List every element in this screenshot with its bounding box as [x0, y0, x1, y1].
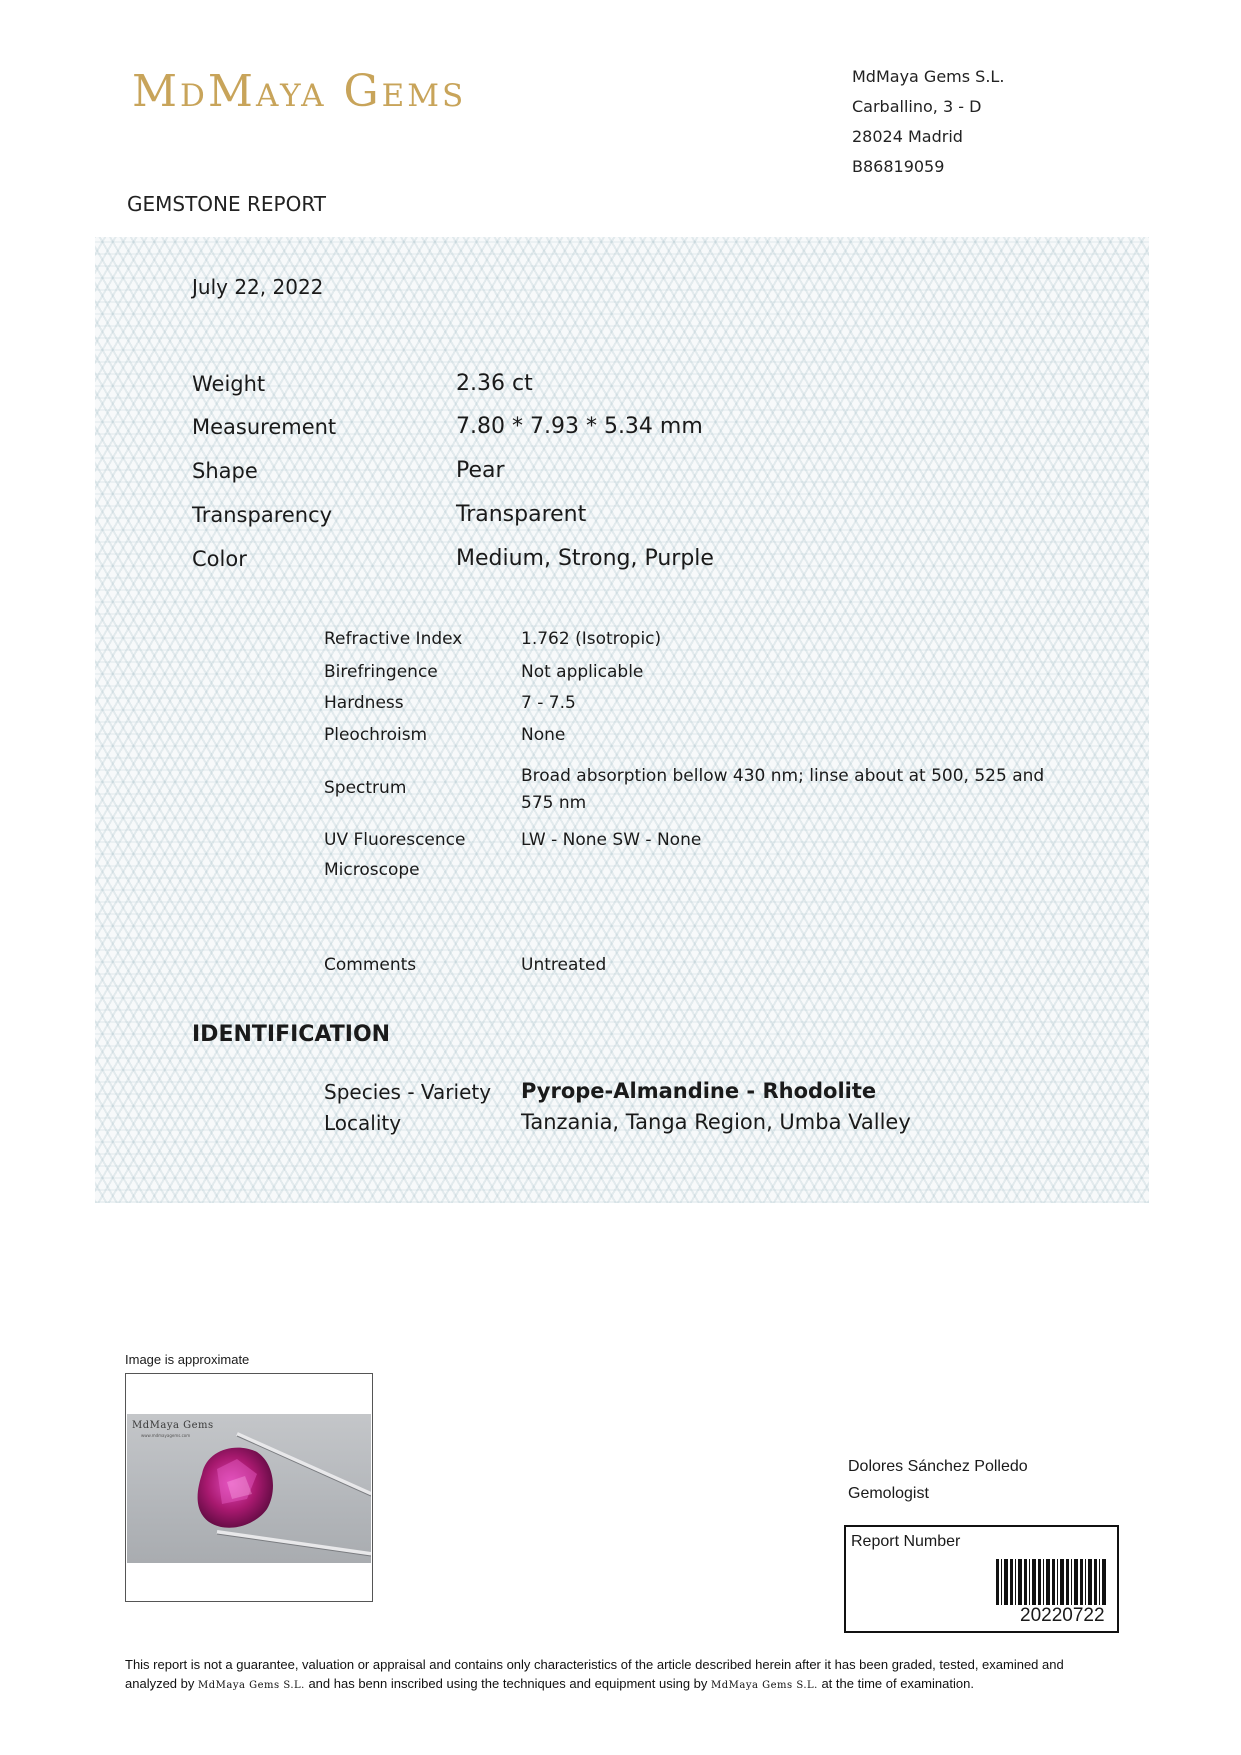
transparency-label: Transparency [192, 503, 333, 527]
report-title: GEMSTONE REPORT [127, 192, 326, 216]
gemologist-signature-block [848, 1453, 1028, 1507]
company-name: MdMaya Gems S.L. [852, 67, 1005, 86]
photo-watermark-logo: MdMaya Gems [132, 1420, 214, 1431]
measurement-value: 7.80 * 7.93 * 5.34 mm [456, 414, 703, 439]
image-approximate-note: Image is approximate [125, 1352, 250, 1367]
measurement-label: Measurement [192, 415, 337, 439]
report-number-value: 20220722 [1020, 1605, 1105, 1626]
report-barcode [996, 1559, 1108, 1605]
weight-value: 2.36 ct [456, 371, 533, 396]
color-label: Color [192, 547, 247, 571]
spectrum-label: Spectrum [324, 778, 407, 798]
hardness-label: Hardness [324, 693, 404, 713]
identification-heading: IDENTIFICATION [192, 1022, 391, 1047]
disclaimer-company-1: MdMaya Gems S.L. [198, 1680, 305, 1691]
company-city: 28024 Madrid [852, 127, 963, 146]
photo-watermark-url: www.mdmayagems.com [141, 1433, 191, 1438]
company-logo: MdMaya Gems [132, 66, 467, 117]
company-street: Carballino, 3 - D [852, 97, 982, 116]
report-date: July 22, 2022 [192, 275, 324, 299]
locality-label: Locality [324, 1111, 402, 1135]
gem-photo-frame [125, 1373, 373, 1602]
comments-value: Untreated [521, 955, 607, 975]
microscope-label: Microscope [324, 860, 420, 880]
hardness-value: 7 - 7.5 [521, 693, 576, 713]
spectrum-value: Broad absorption bellow 430 nm; linse about at 500, 525 and 575 nm [521, 766, 1045, 813]
company-address [852, 62, 1004, 182]
disclaimer-part-2: and has benn inscribed using the techniques and equipment using by [304, 1676, 712, 1691]
weight-label: Weight [192, 372, 266, 396]
locality-value: Tanzania, Tanga Region, Umba Valley [521, 1110, 911, 1134]
refractive-index-value: 1.762 (Isotropic) [521, 629, 662, 649]
gem-illustration [127, 1414, 371, 1563]
report-number-label: Report Number [851, 1533, 961, 1550]
company-tax-id: B86819059 [852, 157, 945, 176]
refractive-index-label: Refractive Index [324, 629, 463, 649]
gemologist-name: Dolores Sánchez Polledo [848, 1458, 1028, 1475]
species-variety-value: Pyrope-Almandine - Rhodolite [521, 1079, 877, 1103]
report-number-box [844, 1525, 1119, 1633]
uv-fluorescence-value: LW - None SW - None [521, 830, 702, 850]
disclaimer-company-2: MdMaya Gems S.L. [711, 1680, 818, 1691]
shape-label: Shape [192, 459, 258, 483]
uv-fluorescence-label: UV Fluorescence [324, 830, 466, 850]
transparency-value: Transparent [456, 502, 587, 527]
gemologist-role: Gemologist [848, 1485, 929, 1502]
disclaimer-part-3: at the time of examination. [817, 1676, 974, 1691]
birefringence-value: Not applicable [521, 662, 644, 682]
birefringence-label: Birefringence [324, 662, 438, 682]
pleochroism-value: None [521, 725, 566, 745]
species-variety-label: Species - Variety [324, 1080, 492, 1104]
disclaimer-part-1: This report is not a guarantee, valuation or appraisal and contains only characteristics of the article described herein after it has been graded, tested, examined and analyzed by [125, 1657, 1064, 1691]
disclaimer-text [125, 1655, 1085, 1695]
shape-value: Pear [456, 458, 505, 483]
gem-photo [127, 1414, 371, 1563]
comments-label: Comments [324, 955, 417, 975]
pleochroism-label: Pleochroism [324, 725, 428, 745]
color-value: Medium, Strong, Purple [456, 546, 714, 571]
